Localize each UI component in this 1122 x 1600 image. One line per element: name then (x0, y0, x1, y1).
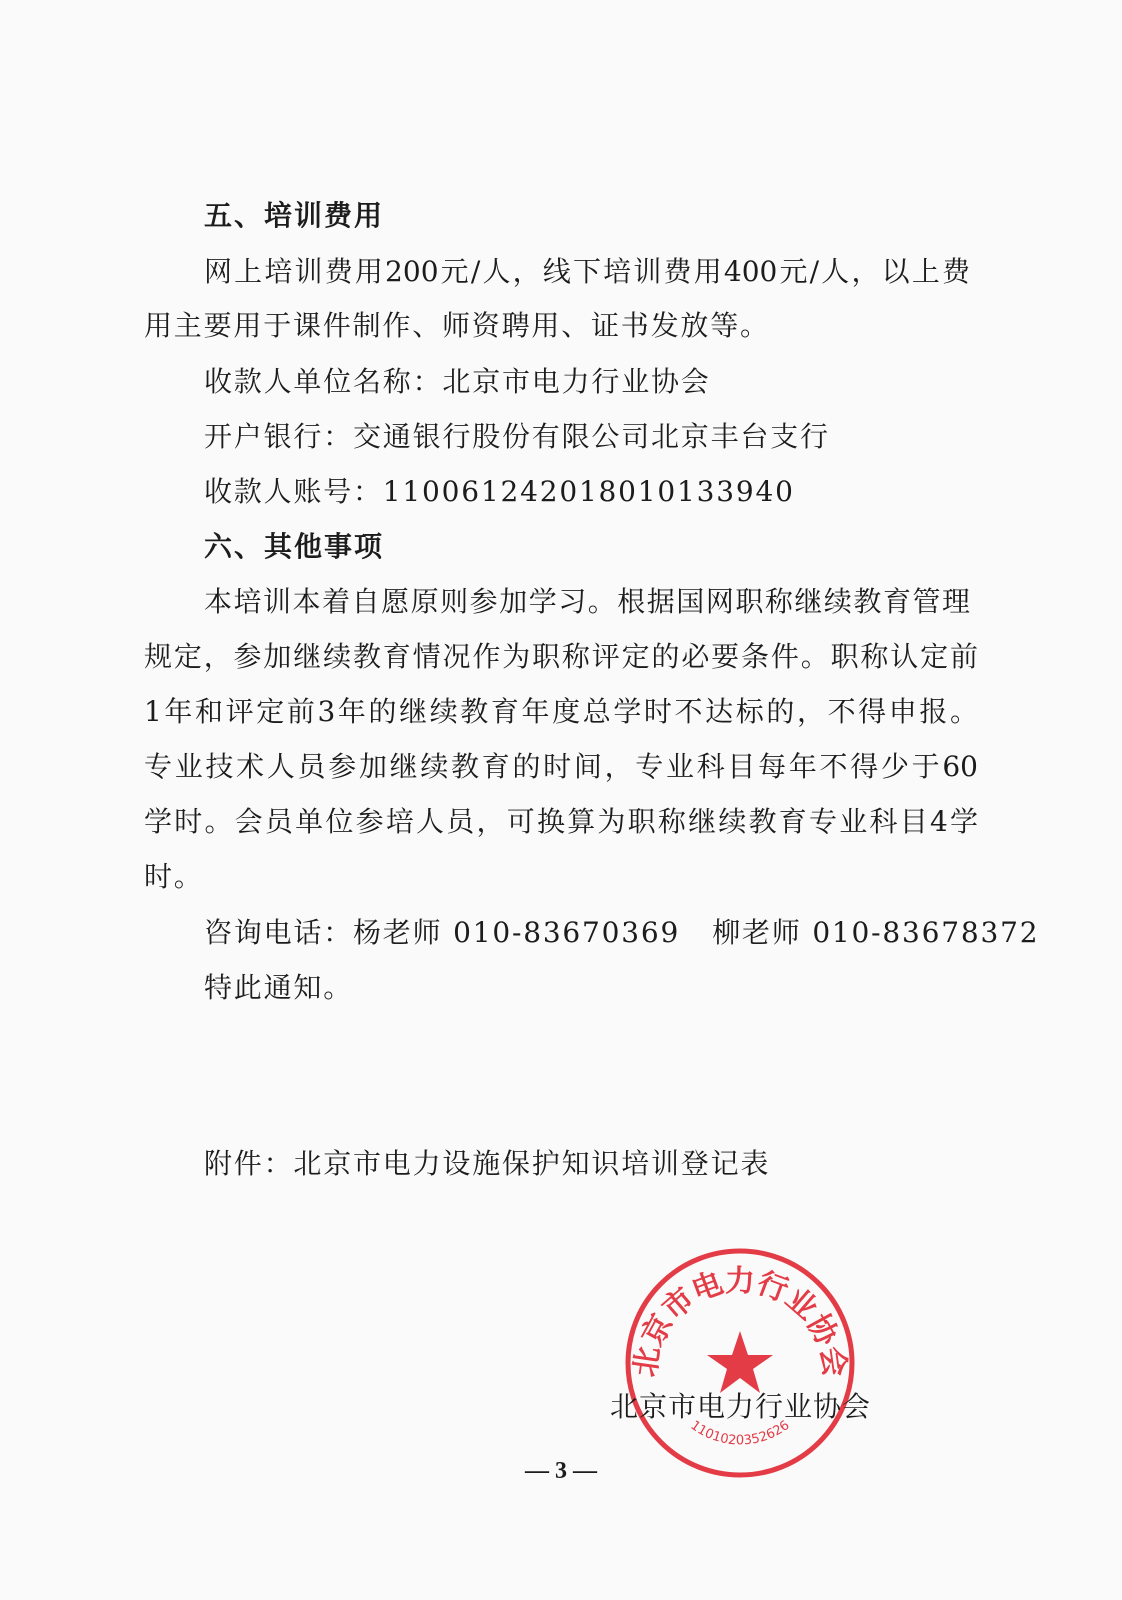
seal-star-icon (707, 1331, 773, 1393)
seal-arc-text: 北京市电力行业协会 (627, 1263, 853, 1380)
section-6-heading: 六、其他事项 (204, 530, 385, 563)
section-5-heading: 五、培训费用 (204, 199, 385, 232)
official-seal (622, 1245, 858, 1481)
section-6-line-5: 学时。会员单位参培人员，可换算为职称继续教育专业科目4学 (144, 805, 978, 838)
section-5-line-2: 用主要用于课件制作、师资聘用、证书发放等。 (144, 309, 770, 342)
account-number: 收款人账号：110061242018010133940 (204, 475, 795, 508)
bank-name: 开户银行：交通银行股份有限公司北京丰台支行 (204, 420, 830, 453)
contact-phone: 咨询电话：杨老师 010-83670369 柳老师 010-83678372 (204, 916, 1040, 949)
seal-code: 1101020352626 (687, 1418, 793, 1449)
org-signature: 北京市电力行业协会 (610, 1390, 872, 1423)
section-6-line-3: 1年和评定前3年的继续教育年度总学时不达标的，不得申报。 (144, 695, 978, 728)
section-6-line-4: 专业技术人员参加继续教育的时间，专业科目每年不得少于60 (144, 750, 978, 783)
attachment-note: 附件：北京市电力设施保护知识培训登记表 (204, 1147, 771, 1180)
section-6-line-6: 时。 (144, 860, 204, 893)
page-number: — 3 — (525, 1458, 597, 1484)
section-6-line-1: 本培训本着自愿原则参加学习。根据国网职称继续教育管理 (204, 585, 970, 618)
section-6-line-2: 规定，参加继续教育情况作为职称评定的必要条件。职称认定前 (144, 640, 978, 673)
payee-name: 收款人单位名称：北京市电力行业协会 (204, 365, 711, 398)
closing-note: 特此通知。 (204, 971, 354, 1004)
section-5-line-1: 网上培训费用200元/人，线下培训费用400元/人，以上费 (204, 255, 970, 288)
